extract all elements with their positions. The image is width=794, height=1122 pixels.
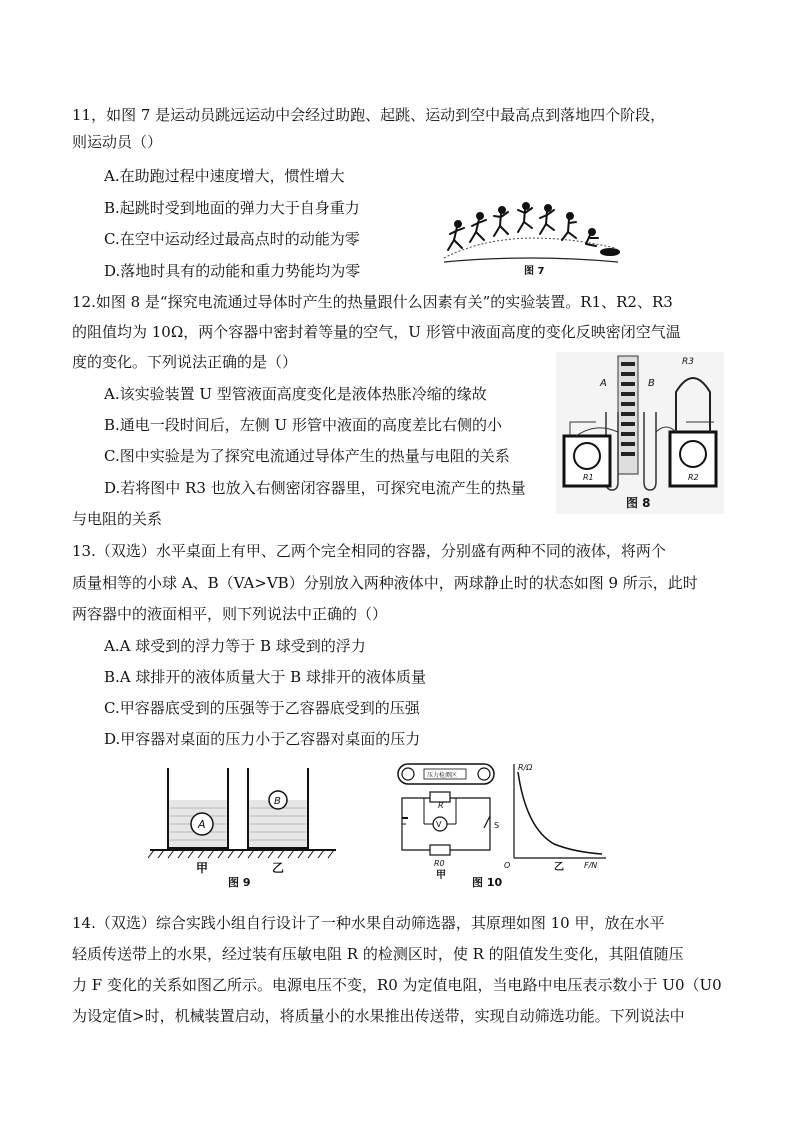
figure-7-caption: 图 7 bbox=[524, 266, 545, 277]
q12-stem-line3: 度的变化。下列说法正确的是（） bbox=[72, 353, 298, 371]
q13-stem-line1: 13.（双选）水平桌面上有甲、乙两个完全相同的容器，分别盛有两种不同的液体，将两个 bbox=[72, 542, 666, 560]
q12-option-d: D.若将图中 R3 也放入右侧密闭容器里，可探究电流产生的热量 bbox=[104, 479, 526, 497]
figure-10-s-label: S bbox=[494, 821, 500, 830]
q12-option-a: A.该实验装置 U 型管液面高度变化是液体热胀冷缩的缘故 bbox=[104, 385, 487, 403]
q12-stem-line1: 12.如图 8 是“探究电流通过导体时产生的热量跟什么因素有关”的实验装置。R1、R2、R3 bbox=[72, 293, 673, 311]
figure-8-label-r1: R1 bbox=[583, 473, 594, 482]
figure-10-label-yi: 乙 bbox=[554, 862, 564, 873]
figure-8-caption: 图 8 bbox=[626, 496, 651, 510]
q12-option-d-continued: 与电阻的关系 bbox=[72, 510, 163, 528]
figure-8-label-b: B bbox=[648, 378, 655, 389]
q14-stem-line3: 力 F 变化的关系如图乙所示。电源电压不变，R0 为定值电阻，当电路中电压表示数小于 U0（U0 bbox=[72, 976, 722, 994]
figure-10-r0-label: R0 bbox=[434, 859, 445, 868]
q12-option-b: B.通电一段时间后，左侧 U 形管中液面的高度差比右侧的小 bbox=[104, 416, 502, 434]
q11-stem-line2: 则运动员（） bbox=[72, 133, 163, 151]
q14-stem-line1: 14.（双选）综合实践小组自行设计了一种水果自动筛选器，其原理如图 10 甲，放在水平 bbox=[72, 914, 665, 932]
figure-10-v-label: V bbox=[436, 820, 442, 829]
figure-10-origin-label: O bbox=[504, 861, 511, 870]
figure-10-r-label: R bbox=[438, 801, 444, 810]
q13-option-a: A.A 球受到的浮力等于 B 球受到的浮力 bbox=[104, 637, 366, 655]
figure-9-ball-b: B bbox=[274, 796, 281, 807]
figure-10-belt-label: 压力检测区 bbox=[427, 772, 458, 779]
figure-9-label-jia: 甲 bbox=[196, 861, 209, 875]
figure-9-caption: 图 9 bbox=[228, 876, 251, 889]
q11-option-c: C.在空中运动经过最高点时的动能为零 bbox=[104, 230, 360, 248]
figure-8-label-a: A bbox=[600, 378, 607, 389]
figure-7-long-jump bbox=[440, 196, 622, 278]
q11-option-d: D.落地时具有的动能和重力势能均为零 bbox=[104, 262, 361, 280]
q12-option-c: C.图中实验是为了探究电流通过导体产生的热量与电阻的关系 bbox=[104, 447, 510, 465]
figure-8-label-r3: R3 bbox=[682, 357, 694, 367]
figure-10-y-axis-label: R/Ω bbox=[518, 763, 533, 772]
q11-option-a: A.在助跑过程中速度增大，惯性增大 bbox=[104, 167, 345, 185]
q14-stem-line4: 为设定值>时，机械装置启动，将质量小的水果推出传送带，实现自动筛选功能。下列说法中 bbox=[72, 1007, 685, 1025]
q12-stem-line2: 的阻值均为 10Ω，两个容器中密封着等量的空气，U 形管中液面高度的变化反映密闭空气温 bbox=[72, 323, 681, 341]
q13-option-c: C.甲容器底受到的压强等于乙容器底受到的压强 bbox=[104, 699, 420, 717]
figure-8-label-r2: R2 bbox=[688, 473, 699, 482]
q11-option-b: B.起跳时受到地面的弹力大于自身重力 bbox=[104, 199, 360, 217]
q13-stem-line3: 两容器中的液面相平，则下列说法中正确的（） bbox=[72, 605, 388, 623]
q13-stem-line2: 质量相等的小球 A、B（VA>VB）分别放入两种液体中，两球静止时的状态如图 9 所示，此时 bbox=[72, 574, 698, 592]
figure-10-fruit-sorter bbox=[394, 758, 612, 892]
q13-option-d: D.甲容器对桌面的压力小于乙容器对桌面的压力 bbox=[104, 730, 421, 748]
figure-8-circuit bbox=[556, 352, 724, 514]
q14-stem-line2: 轻质传送带上的水果，经过装有压敏电阻 R 的检测区时，使 R 的阻值发生变化，其阻值随压 bbox=[72, 945, 684, 963]
figure-10-label-jia: 甲 bbox=[436, 870, 446, 881]
q13-option-b: B.A 球排开的液体质量大于 B 球排开的液体质量 bbox=[104, 668, 426, 686]
figure-9-containers bbox=[148, 766, 338, 892]
figure-10-x-axis-label: F/N bbox=[584, 861, 598, 870]
figure-9-ball-a: A bbox=[198, 818, 206, 831]
figure-9-label-yi: 乙 bbox=[272, 861, 285, 875]
figure-10-caption: 图 10 bbox=[472, 876, 503, 889]
q11-stem-line1: 11，如图 7 是运动员跳远运动中会经过助跑、起跳、运动到空中最高点到落地四个阶段， bbox=[72, 106, 666, 124]
